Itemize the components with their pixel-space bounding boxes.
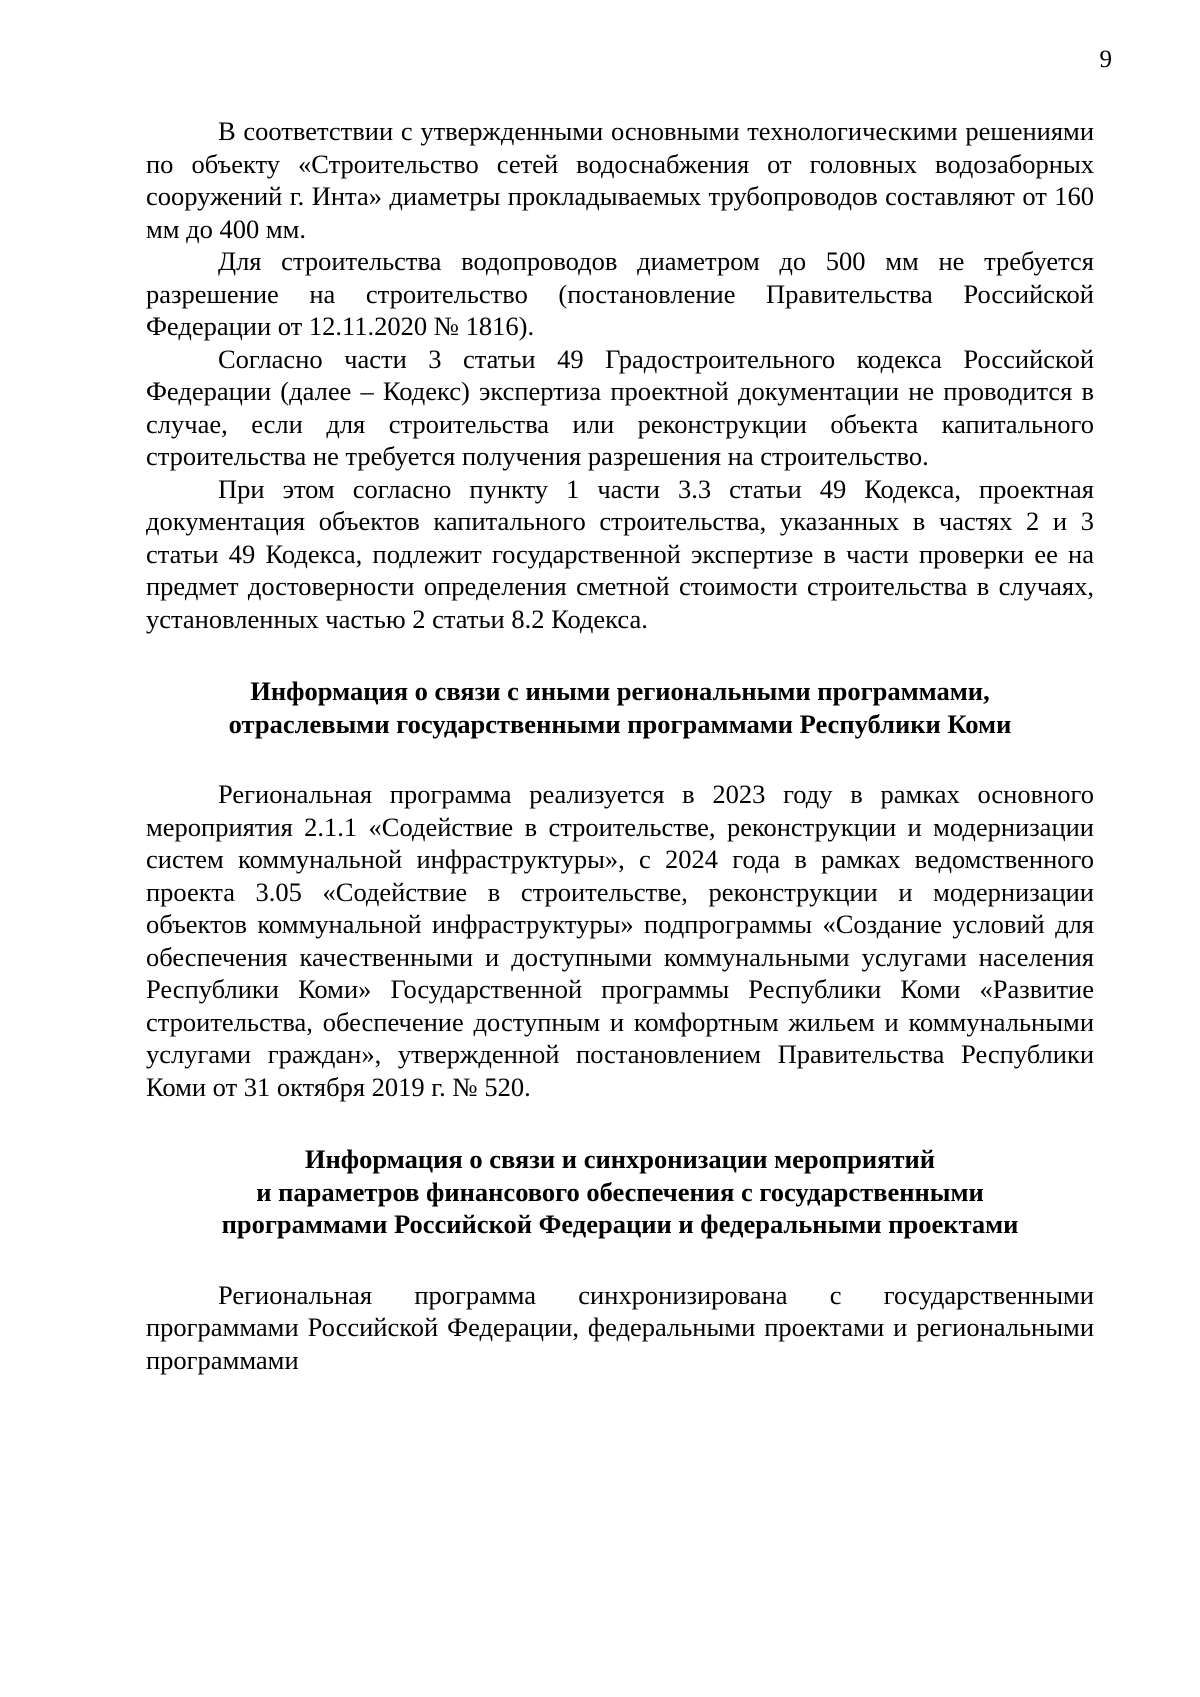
paragraph-construction-permit: Для строительства водопроводов диаметром до 500 мм не требуется разрешение на строительство (постановление Правительства Российской Федерации от 12.11.2020 № 1816). <box>146 246 1094 341</box>
heading-line: отраслевыми государственными программами Республики Коми <box>228 708 1012 739</box>
page-number: 9 <box>1099 46 1112 73</box>
heading-line: и параметров финансового обеспечения с государственными <box>256 1176 984 1207</box>
paragraph-program-synchronization: Региональная программа синхронизирована с государственными программами Российской Федерации, федеральными проектами и региональными программами <box>146 1279 1094 1375</box>
document-body <box>146 115 1094 1376</box>
section-heading-regional-programs <box>146 675 1094 740</box>
paragraph-technological-solutions: В соответствии с утвержденными основными технологическими решениями по объекту «Строительство сетей водоснабжения от головных водозаборных сооружений г. Инта» диаметры прокладываемых трубопроводов составляют от 160 мм до 400 мм. <box>146 116 1094 244</box>
heading-line: Информация о связи с иными региональными программами, <box>250 676 990 706</box>
paragraph-regional-program-implementation: Региональная программа реализуется в 2023 году в рамках основного мероприятия 2.1.1 «Содействие в строительстве, реконструкции и модернизации систем коммунальной инфраструктуры», с 2024 года в рамках ведомственного проекта 3.05 «Содействие в строительстве, реконструкции и модернизации объектов коммунальной инфраструктуры» подпрограммы «Создание условий для обеспечения качественными и доступными коммунальными услугами населения Республики Коми» Государственной программы Республики Коми «Развитие строительства, обеспечение доступным и комфортным жильем и коммунальными услугами граждан», утвержденной постановлением Правительства Республики Коми от 31 октября 2019 г. № 520. <box>146 779 1094 1102</box>
section-heading-federal-synchronization <box>146 1143 1094 1241</box>
paragraph-state-expertise: При этом согласно пункту 1 части 3.3 статьи 49 Кодекса, проектная документация объектов капитального строительства, указанных в частях 2 и 3 статьи 49 Кодекса, подлежит государственной экспертизе в части проверки ее на предмет достоверности определения сметной стоимости строительства в случаях, установленных частью 2 статьи 8.2 Кодекса. <box>146 473 1094 634</box>
heading-line: Информация о связи и синхронизации мероприятий <box>304 1144 936 1174</box>
heading-line: программами Российской Федерации и федеральными проектами <box>221 1209 1019 1239</box>
paragraph-expertise-not-required: Согласно части 3 статьи 49 Градостроительного кодекса Российской Федерации (далее – Кодекс) экспертиза проектной документации не проводится в случае, если для строительства или реконструкции объекта капитального строительства не требуется получения разрешения на строительство. <box>146 343 1094 471</box>
